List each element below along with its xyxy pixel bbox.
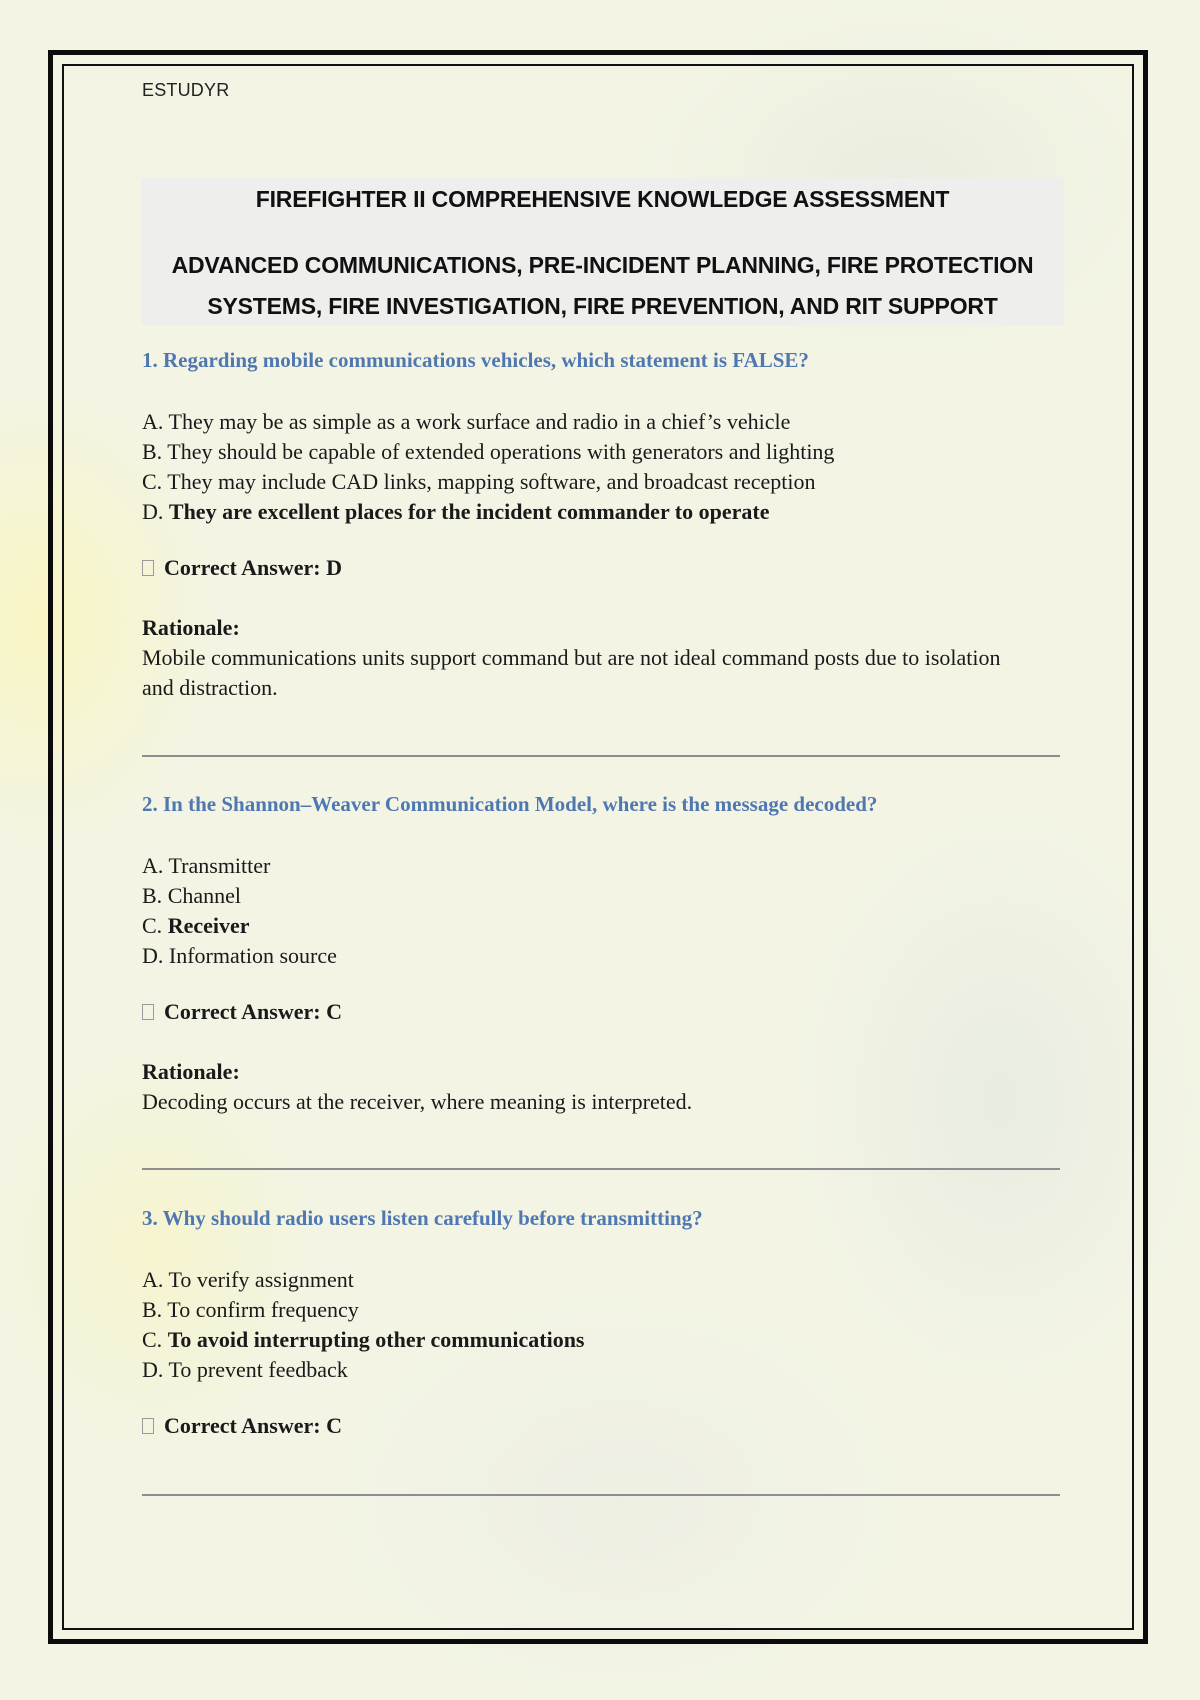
options-list (142, 407, 1062, 527)
divider (142, 1168, 1060, 1170)
option-c: C. They may include CAD links, mapping software, and broadcast reception (142, 469, 816, 494)
divider (142, 1494, 1060, 1496)
brand-label: ESTUDYR (142, 80, 230, 100)
rationale-label: Rationale: (142, 1059, 240, 1084)
rationale-label: Rationale: (142, 615, 240, 640)
option-c-correct: C. To avoid interrupting other communications (142, 1327, 585, 1352)
divider (142, 755, 1060, 757)
question-text: 2. In the Shannon–Weaver Communication Model, where is the message decoded? (142, 792, 878, 816)
option-a: A. To verify assignment (142, 1267, 354, 1292)
correct-answer: Correct Answer: D (142, 553, 1062, 583)
question-text: 1. Regarding mobile communications vehicles, which statement is FALSE? (142, 348, 809, 372)
question-3 (142, 1205, 1062, 1441)
question-1 (142, 347, 1062, 703)
option-d: D. To prevent feedback (142, 1357, 348, 1382)
option-c-correct: C. Receiver (142, 913, 250, 938)
checkbox-icon (142, 560, 154, 576)
options-list (142, 1265, 1062, 1385)
document-title: FIREFIGHTER II COMPREHENSIVE KNOWLEDGE ASSESSMENT (255, 186, 950, 212)
document-subtitle: ADVANCED COMMUNICATIONS, PRE-INCIDENT PLANNING, FIRE PROTECTION SYSTEMS, FIRE INVESTIGATION, FIRE PREVENTION, AND RIT SUPPORT (171, 252, 1034, 319)
option-d: D. Information source (142, 943, 337, 968)
options-list (142, 851, 1062, 971)
option-b: B. To confirm frequency (142, 1297, 359, 1322)
option-d-correct: D. They are excellent places for the incident commander to operate (142, 499, 770, 524)
rationale-text: Decoding occurs at the receiver, where meaning is interpreted. (142, 1089, 693, 1114)
question-text: 3. Why should radio users listen carefully before transmitting? (142, 1206, 703, 1230)
option-b: B. They should be capable of extended operations with generators and lighting (142, 439, 835, 464)
option-a: A. Transmitter (142, 853, 271, 878)
option-a: A. They may be as simple as a work surface and radio in a chief’s vehicle (142, 409, 791, 434)
checkbox-icon (142, 1004, 154, 1020)
question-2 (142, 791, 1062, 1117)
correct-answer: Correct Answer: C (142, 997, 1062, 1027)
correct-answer: Correct Answer: C (142, 1411, 1062, 1441)
option-b: B. Channel (142, 883, 242, 908)
rationale-text: Mobile communications units support command but are not ideal command posts due to isolation and distraction. (142, 645, 1001, 700)
title-block (141, 178, 1064, 325)
checkbox-icon (142, 1418, 154, 1434)
